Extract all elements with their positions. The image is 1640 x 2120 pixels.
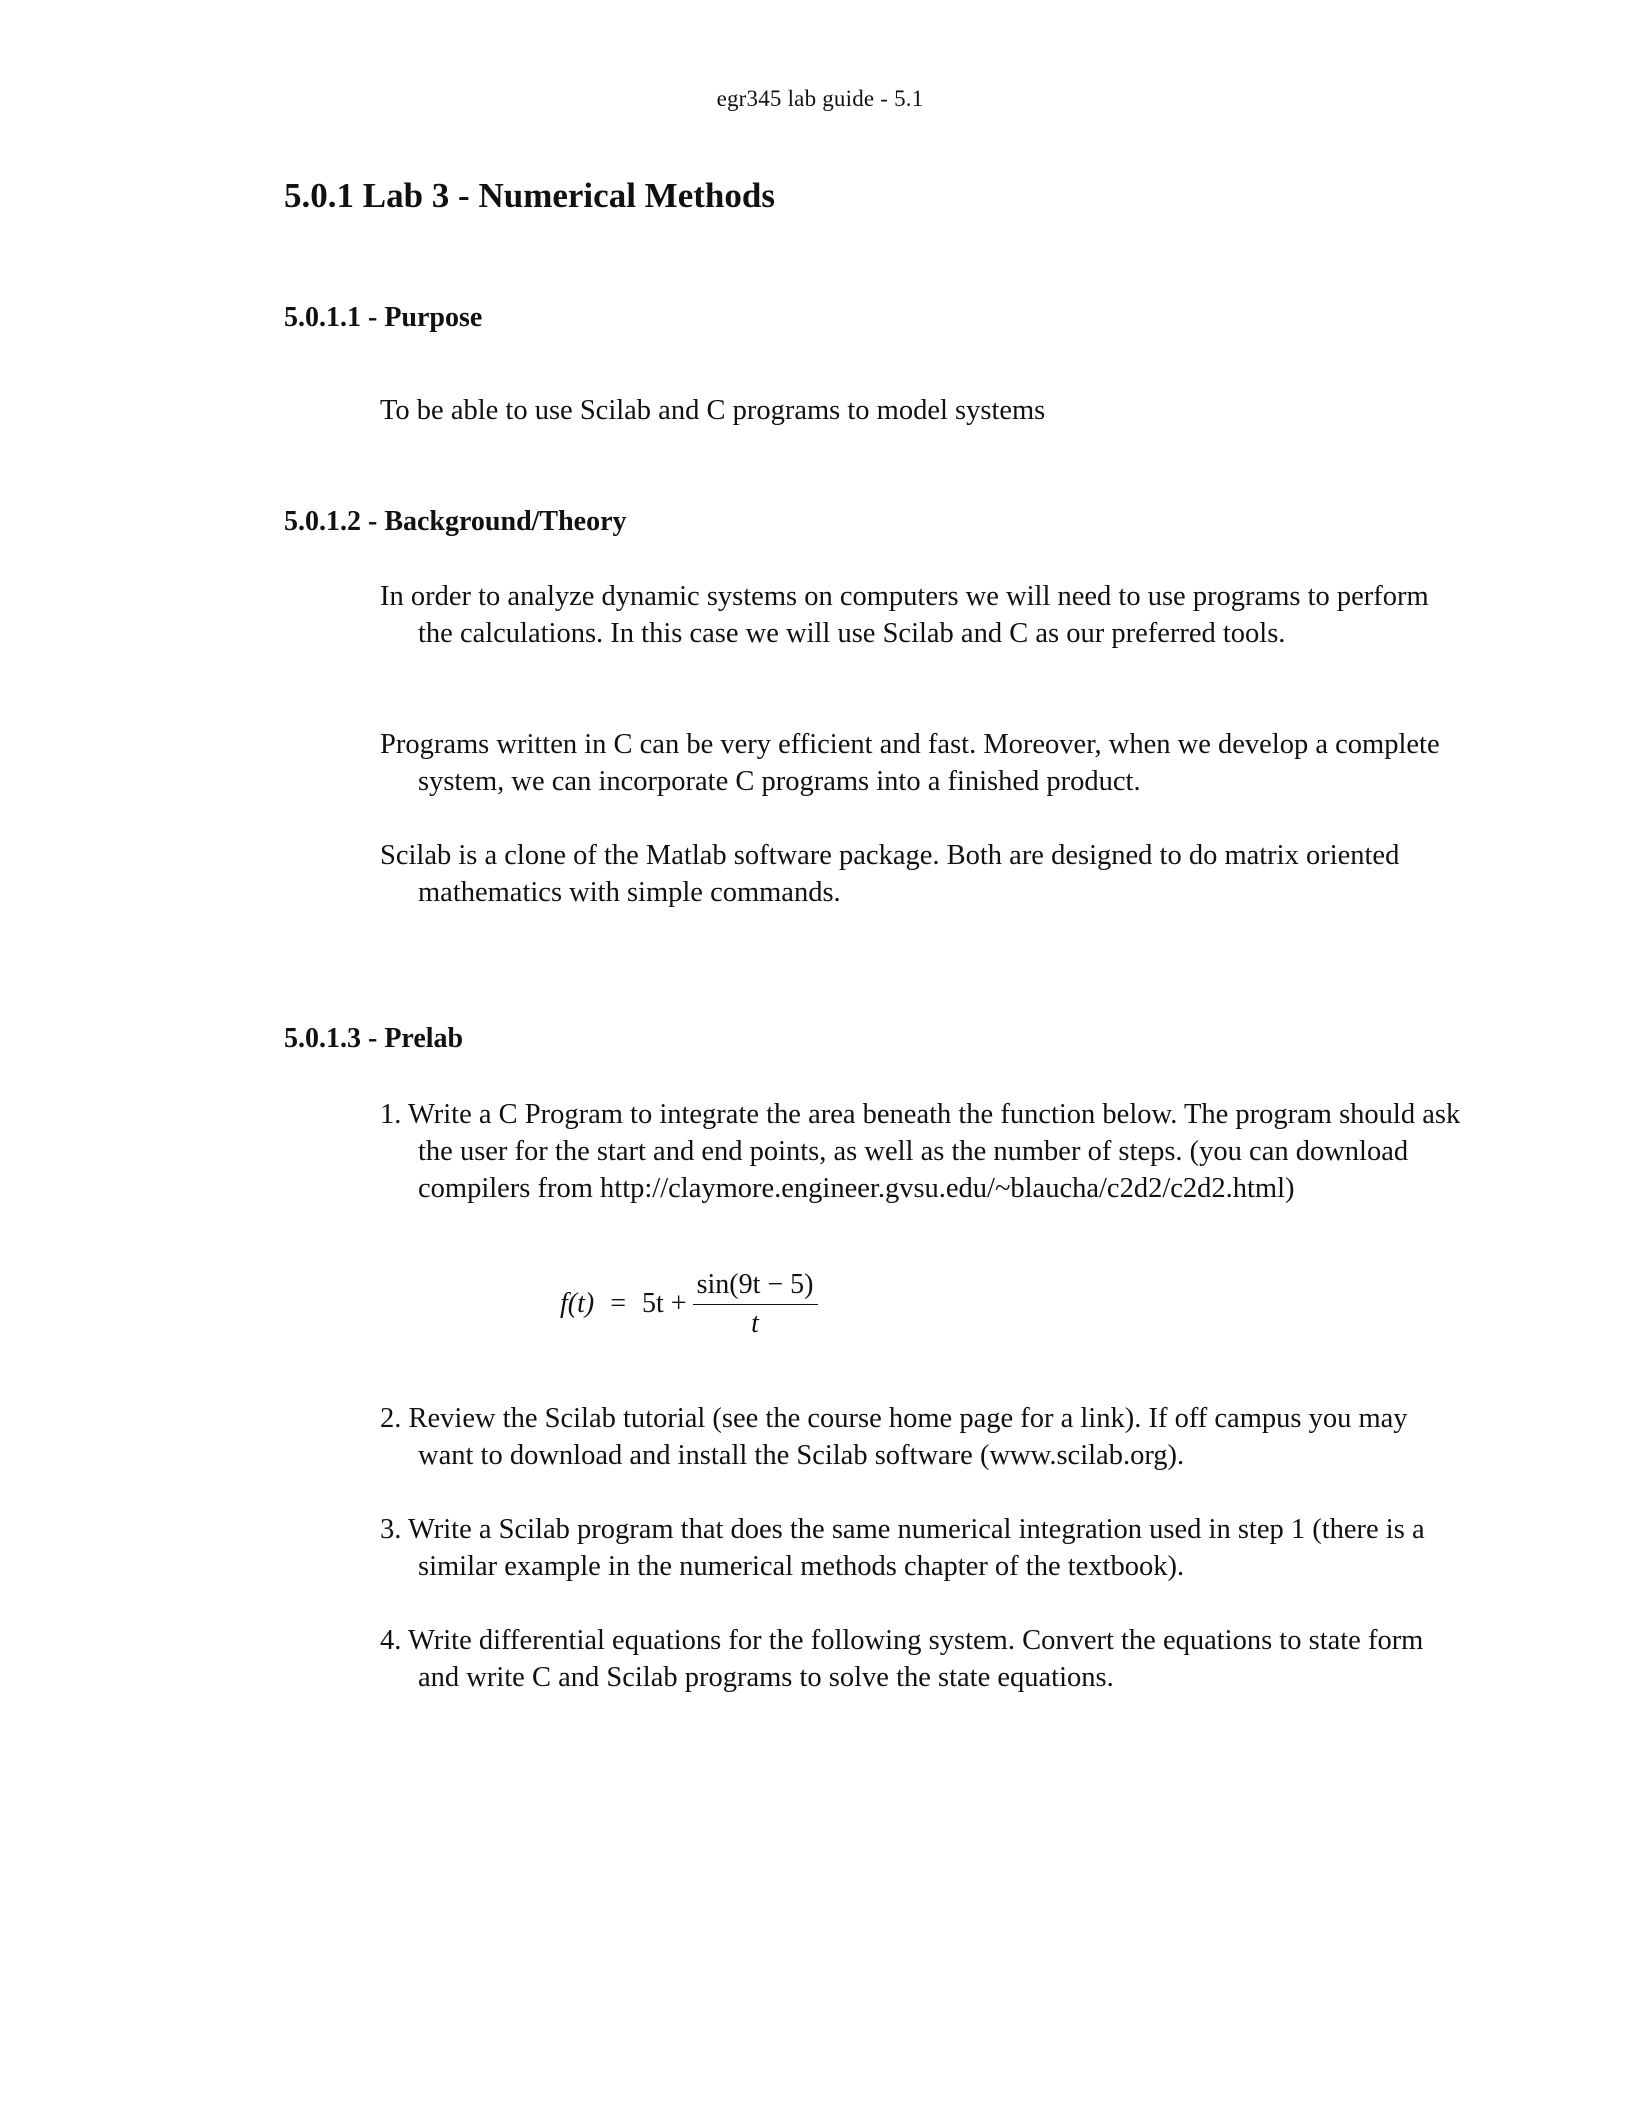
- page-title: 5.0.1 Lab 3 - Numerical Methods: [284, 176, 775, 215]
- page-header: egr345 lab guide - 5.1: [716, 86, 924, 111]
- formula-term: 5t +: [642, 1288, 687, 1319]
- prelab-item-3: 3. Write a Scilab program that does the same numerical integration used in step 1 (there is a similar example in the numerical methods chapter of the textbook).: [380, 1514, 1425, 1582]
- formula-fraction: [693, 1268, 818, 1341]
- prelab-item-1: 1. Write a C Program to integrate the area beneath the function below. The program should ask the user for the start and end points, as well as the number of steps. (you can download compilers from http://claymore.engineer.gvsu.edu/~blaucha/c2d2/c2d2.html): [380, 1099, 1461, 1204]
- background-heading: 5.0.1.2 - Background/Theory: [284, 506, 627, 537]
- formula-numerator: sin(9t − 5): [693, 1268, 818, 1305]
- formula-denominator: t: [751, 1307, 759, 1339]
- integrand-formula: [560, 1262, 818, 1346]
- formula-equals: =: [610, 1288, 627, 1319]
- purpose-text: To be able to use Scilab and C programs to model systems: [380, 395, 1046, 426]
- purpose-heading: 5.0.1.1 - Purpose: [284, 302, 483, 333]
- background-paragraph-2: Programs written in C can be very efficient and fast. Moreover, when we develop a complete system, we can incorporate C programs into a finished product.: [380, 729, 1440, 797]
- background-paragraph-1: In order to analyze dynamic systems on computers we will need to use programs to perform the calculations. In this case we will use Scilab and C as our preferred tools.: [380, 581, 1429, 649]
- background-paragraph-3: Scilab is a clone of the Matlab software package. Both are designed to do matrix oriented mathematics with simple commands.: [380, 840, 1400, 908]
- prelab-item-4: 4. Write differential equations for the following system. Convert the equations to state form and write C and Scilab programs to solve the state equations.: [380, 1625, 1424, 1693]
- prelab-heading: 5.0.1.3 - Prelab: [284, 1023, 464, 1054]
- prelab-item-2: 2. Review the Scilab tutorial (see the course home page for a link). If off campus you may want to download and install the Scilab software (www.scilab.org).: [380, 1403, 1408, 1471]
- formula-lhs: f(t): [560, 1288, 595, 1319]
